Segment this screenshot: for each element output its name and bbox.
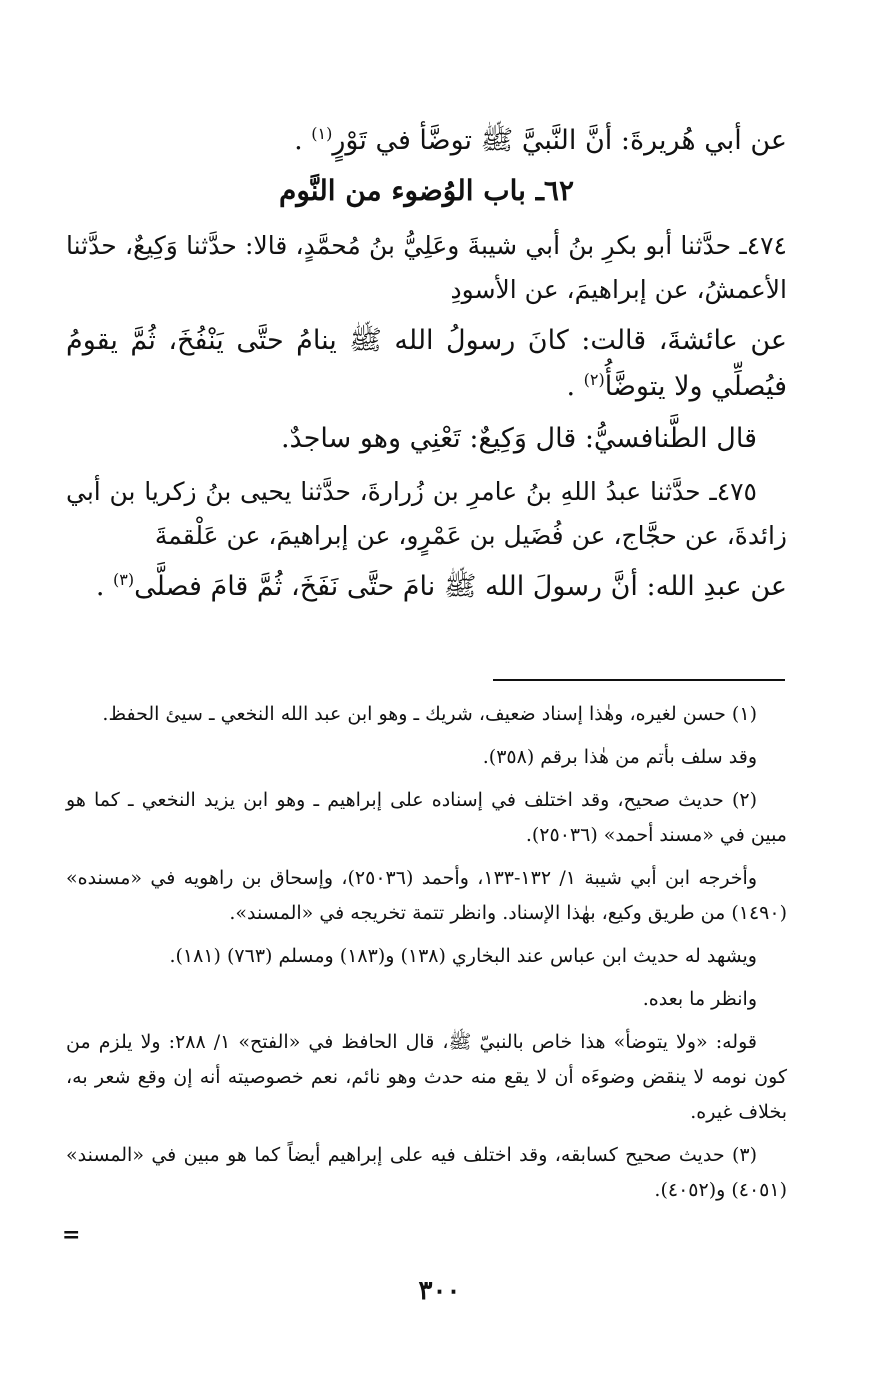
footnote-2: (٢) حديث صحيح، وقد اختلف في إسناده على إبراهيم ـ وهو ابن يزيد النخعي ـ كما هو مبين في «مسند أحمد» (٢٥٠٣٦). — [66, 789, 787, 846]
hadith-475-isnad: ٤٧٥ـ حدَّثنا عبدُ اللهِ بنُ عامرِ بن زُرارةَ، حدَّثنا يحيى بنُ زكريا بن أبي زائدةَ، عن حجَّاج، عن فُضَيل بن عَمْرٍو، عن إبراهيمَ، عن عَلْقمةَ — [66, 477, 787, 550]
footnote-3: (٣) حديث صحيح كسابقه، وقد اختلف فيه على إبراهيم أيضاً كما هو مبين في «المسند» (٤٠٥١) و(٤٠٥٢). — [66, 1144, 787, 1201]
hadith-474-isnad: ٤٧٤ـ حدَّثنا أبو بكرِ بنُ أبي شيبةَ وعَلِيُّ بنُ مُحمَّدٍ، قالا: حدَّثنا وَكِيعٌ، حدَّثنا الأعمشُ، عن إبراهيمَ، عن الأسودِ — [66, 231, 787, 304]
footnote-1-cont: وقد سلف بأتم من هٰذا برقم (٣٥٨). — [482, 746, 757, 768]
footnotes — [66, 697, 787, 1216]
footnote-2-shahid: ويشهد له حديث ابن عباس عند البخاري (١٣٨) و(١٨٣) ومسلم (٧٦٣) (١٨١). — [169, 945, 757, 967]
footnote-ref-1: (١) — [311, 124, 333, 143]
footnote-1: (١) حسن لغيره، وهٰذا إسناد ضعيف، شريك ـ وهو ابن عبد الله النخعي ـ سيئ الحفظ. — [102, 703, 757, 725]
footnote-ref-3: (٣) — [113, 570, 135, 589]
footnote-2-see-next: وانظر ما بعده. — [642, 988, 757, 1010]
page-number: ٣٠٠ — [418, 1276, 461, 1306]
footnote-divider — [493, 679, 785, 681]
hadith-474-matn: عن عائشةَ، قالت: كانَ رسولُ الله ﷺ ينامُ حتَّى يَنْفُخَ، ثُمَّ يقومُ فيُصلِّي ولا يتوضَّأُ$^{(٢)}$ . — [66, 325, 787, 402]
hadith-475-matn: عن عبدِ الله: أنَّ رسولَ الله ﷺ نامَ حتَّى نَفَخَ، ثُمَّ قامَ فصلَّى$^{(٣)}$ . — [95, 570, 787, 602]
tanafisi-note: قال الطَّنافسيُّ: قال وَكِيعٌ: تَعْنِي وهو ساجدٌ. — [280, 423, 757, 454]
chapter-heading: ٦٢ـ باب الوُضوء من النَّوم — [278, 174, 574, 207]
main-text — [66, 118, 787, 610]
footnote-ref-2: (٢) — [583, 370, 605, 389]
footnote-2-takhrij: وأخرجه ابن أبي شيبة ١/ ١٣٢-١٣٣، وأحمد (٢٥٠٣٦)، وإسحاق بن راهويه في «مسنده» (١٤٩٠) من طريق وكيع، بهٰذا الإسناد. وانظر تتمة تخريجه في «المسند». — [66, 867, 787, 924]
continuation-mark: = — [62, 1222, 81, 1248]
footnote-2-fath: قوله: «ولا يتوضأ» هذا خاص بالنبيّ ﷺ، قال الحافظ في «الفتح» ١/ ٢٨٨: ولا يلزم من كون نومه لا ينقض وضوءَه أن لا يقع منه حدث وهو نائم، نعم خصوصيته أنه إن وقع شعر به، بخلاف غيره. — [66, 1031, 788, 1123]
hadith-473-end: عن أبي هُريرةَ: أنَّ النَّبيَّ ﷺ توضَّأ في تَوْرٍ$^{(١)}$ . — [294, 124, 787, 156]
